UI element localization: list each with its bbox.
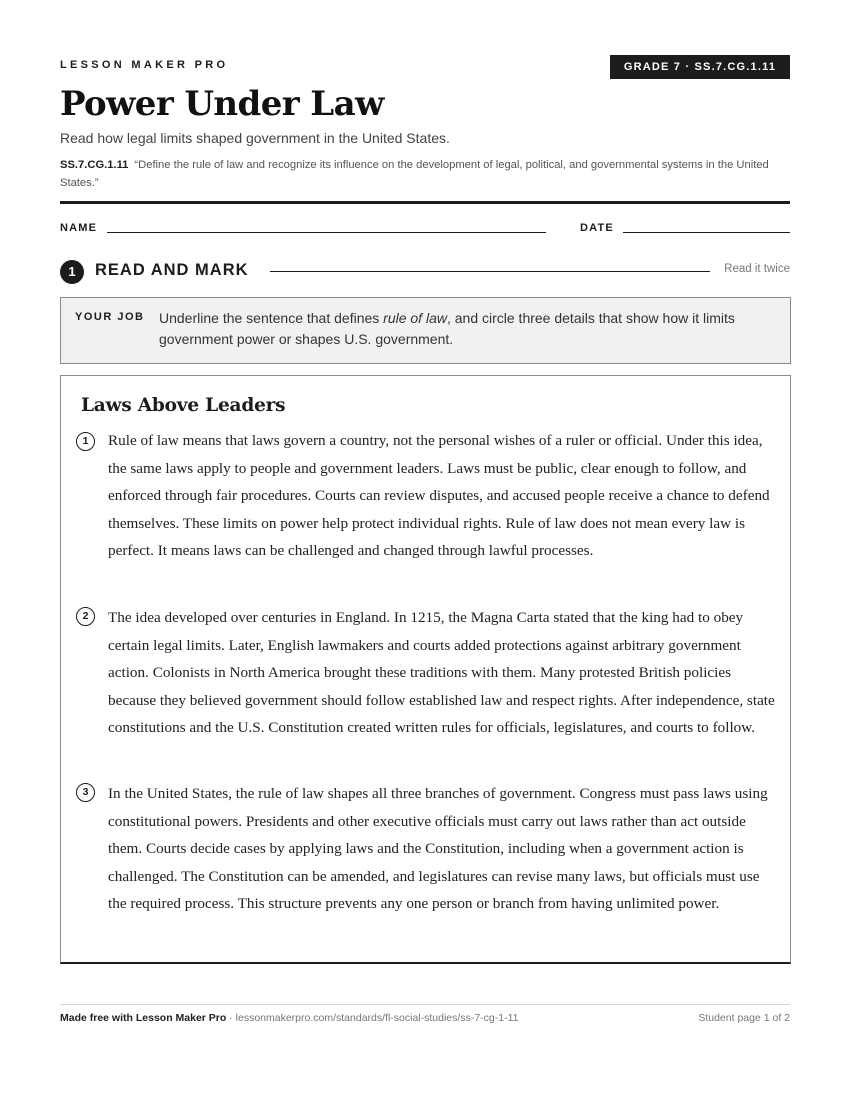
section-note: Read it twice	[724, 263, 790, 275]
paragraph-number-3: 3	[76, 783, 95, 802]
paragraph-2: The idea developed over centuries in England. In 1215, the Magna Carta stated that the king had to obey certain legal limits. Later, English lawmakers and courts added protections against arbitrary government action. Colonists in North America brought these traditions with them. Many protested British policies because they believed government should follow established law and respect rights. After independence, state constitutions and the U.S. Constitution created written rules for officials, legislatures, and courts to follow.	[108, 609, 775, 737]
reading-title: Laws Above Leaders	[81, 395, 286, 416]
job-text-start: Underline the sentence that defines	[159, 310, 384, 326]
paragraph-number-1: 1	[76, 432, 95, 451]
brand-name: LESSON MAKER PRO	[60, 59, 229, 71]
section-divider	[270, 271, 710, 272]
section-number-badge: 1	[60, 260, 84, 284]
footer-made-by: Made free with Lesson Maker Pro	[60, 1012, 227, 1024]
job-text-term: rule of law	[383, 310, 447, 326]
grade-standard-badge: GRADE 7 · SS.7.CG.1.11	[610, 55, 790, 79]
reading-passage	[60, 375, 791, 964]
name-label: NAME	[60, 222, 98, 234]
header-divider	[60, 201, 790, 204]
standard-text: “Define the rule of law and recognize its influence on the development of legal, political, and governmental systems in the United States.”	[60, 159, 769, 189]
section-title: READ AND MARK	[95, 261, 249, 279]
your-job-instructions	[159, 308, 779, 350]
date-label: DATE	[580, 222, 614, 234]
job-text-end: , and circle three details that show how it limits government power or shapes U.S. government.	[159, 310, 735, 347]
paragraph-1: Rule of law means that laws govern a country, not the personal wishes of a ruler or official. Under this idea, the same laws apply to people and government leaders. Laws must be public, clear enough to follow, and enforced through fair procedures. Courts can review disputes, and accused people receive a chance to defend themselves. These limits on power help protect individual rights. Rule of law does not mean every law is perfect. It means laws can be challenged and changed through lawful processes.	[108, 432, 770, 560]
your-job-label: YOUR JOB	[75, 311, 145, 323]
standard-code: SS.7.CG.1.11	[60, 159, 129, 171]
page-title: Power Under Law	[60, 84, 384, 124]
your-job-box	[60, 297, 791, 364]
name-field-line[interactable]	[107, 232, 546, 233]
paragraph-3: In the United States, the rule of law shapes all three branches of government. Congress must pass laws using constitutional powers. Presidents and other executive officials must carry out laws rather than act outside them. Courts decide cases by applying laws and the Constitution, including when a government action is challenged. The Constitution can be amended, and legislatures can revise many laws, but officials must use the required process. This structure prevents any one person or branch from having unlimited power.	[108, 785, 768, 913]
page-subtitle: Read how legal limits shaped government in the United States.	[60, 130, 450, 146]
footer-divider	[60, 1004, 790, 1005]
paragraph-number-2: 2	[76, 607, 95, 626]
footer-credit	[60, 1012, 518, 1024]
standard-statement	[60, 156, 790, 192]
page-indicator: Student page 1 of 2	[698, 1012, 790, 1024]
footer-url[interactable]: · lessonmakerpro.com/standards/fl-social-studies/ss-7-cg-1-11	[226, 1012, 519, 1024]
date-field-line[interactable]	[623, 232, 790, 233]
